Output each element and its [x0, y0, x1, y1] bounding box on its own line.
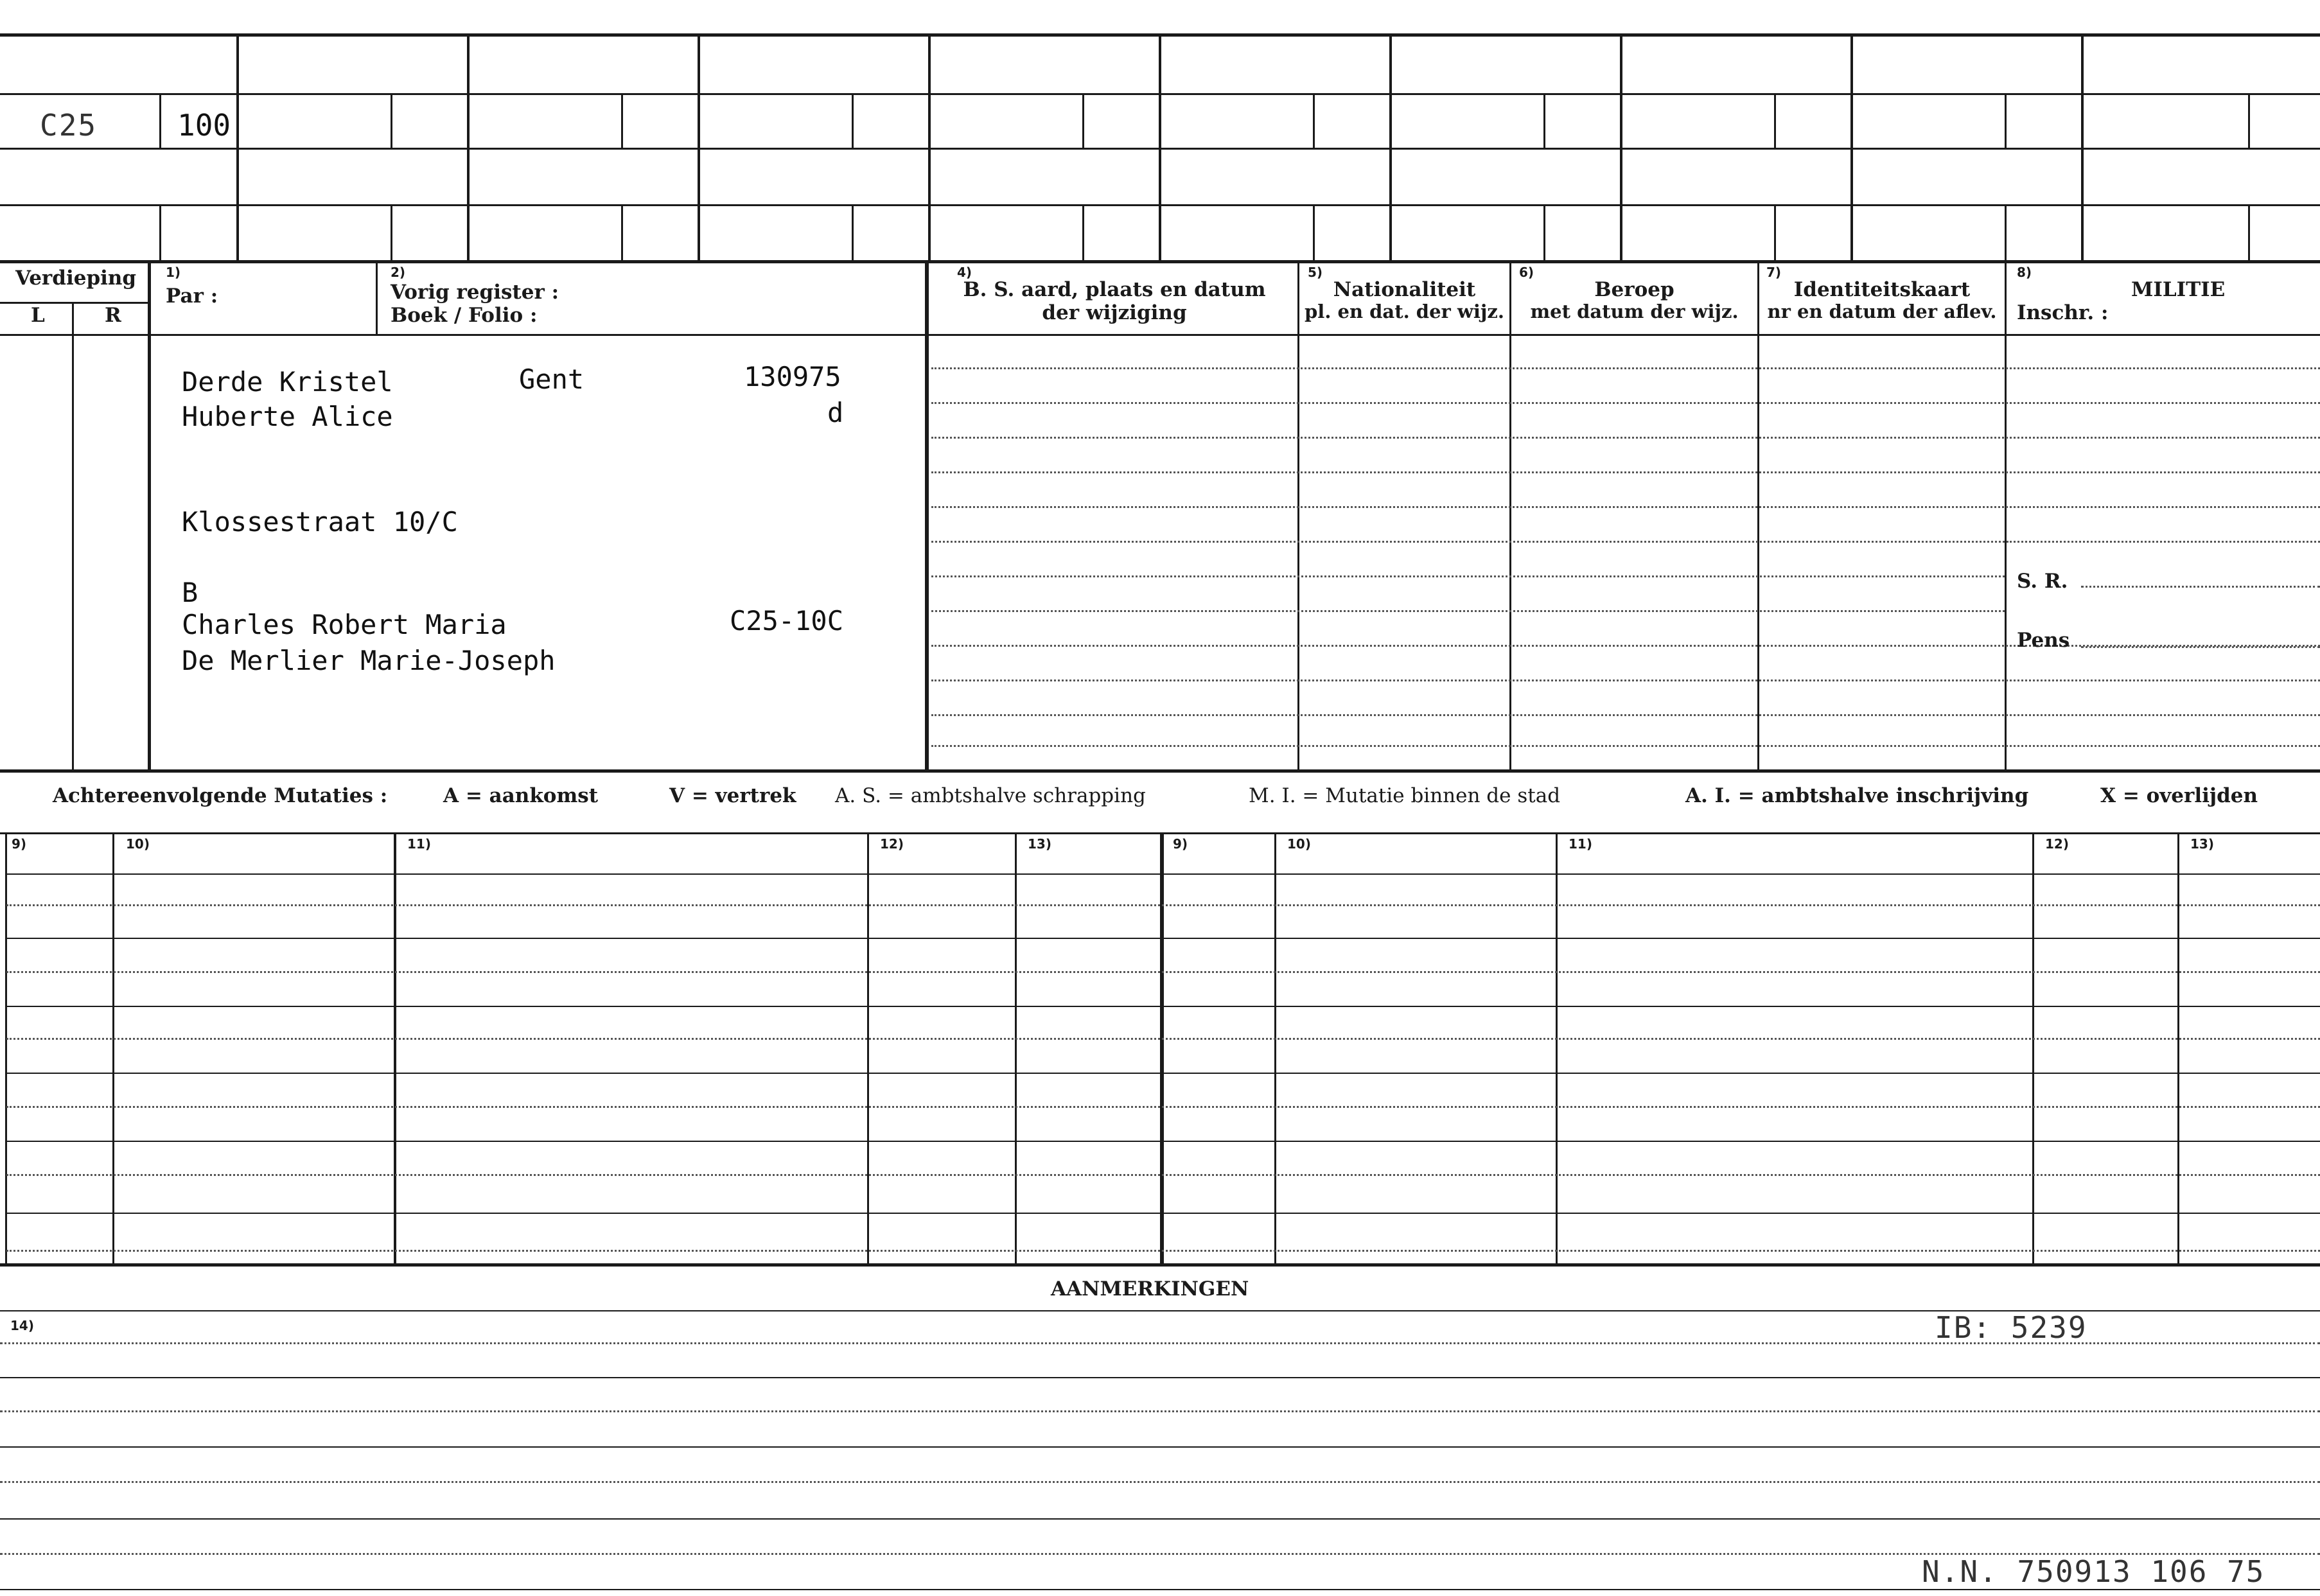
- col7-number: 7): [1766, 265, 1782, 280]
- mutation-x: X = overlijden: [2100, 784, 2258, 807]
- person-address: Klossestraat 10/C: [182, 506, 458, 538]
- person-reference: C25-10C: [730, 605, 844, 636]
- mutation-as: A. S. = ambtshalve schrapping: [835, 784, 1146, 807]
- bs-aard-label: B. S. aard, plaats en datum: [963, 278, 1266, 301]
- person-surname: Derde Kristel: [182, 366, 393, 398]
- mut-col12-left: 12): [880, 836, 904, 852]
- identiteitskaart-sub-label: nr en datum der aflev.: [1767, 301, 1997, 322]
- mut-col11-right: 11): [1569, 836, 1592, 852]
- mut-col13-right: 13): [2190, 836, 2214, 852]
- person-birthdate: 130975: [744, 361, 841, 392]
- mutation-ai: A. I. = ambtshalve inschrijving: [1685, 784, 2029, 807]
- inschr-label: Inschr. :: [2017, 301, 2109, 324]
- col6-number: 6): [1519, 265, 1534, 280]
- col4-number: 4): [957, 265, 972, 280]
- mut-col10-right: 10): [1287, 836, 1311, 852]
- mut-col9-right: 9): [1173, 836, 1188, 852]
- mutation-a: A = aankomst: [443, 784, 599, 807]
- identiteitskaart-label: Identiteitskaart: [1793, 278, 1971, 301]
- ib-number: IB: 5239: [1935, 1310, 2087, 1345]
- mut-col13-left: 13): [1028, 836, 1051, 852]
- beroep-label: Beroep: [1594, 278, 1674, 301]
- code-c25: C25: [40, 108, 98, 143]
- mutaties-title: Achtereenvolgende Mutaties :: [53, 784, 388, 807]
- col1-number: 1): [166, 265, 181, 280]
- militie-label: MILITIE: [2131, 278, 2226, 301]
- verdieping-label: Verdieping: [15, 267, 137, 290]
- person-given-names: Huberte Alice: [182, 401, 393, 432]
- person-sex: d: [827, 397, 844, 428]
- mutation-mi: M. I. = Mutatie binnen de stad: [1249, 784, 1561, 807]
- floor-left-label: L: [31, 304, 45, 327]
- boek-folio-label: Boek / Folio :: [391, 304, 538, 327]
- col5-number: 5): [1308, 265, 1323, 280]
- aanmerkingen-title: AANMERKINGEN: [1051, 1277, 1249, 1301]
- mutation-v: V = vertrek: [669, 784, 796, 807]
- mut-col11-left: 11): [407, 836, 431, 852]
- par-label: Par :: [166, 285, 218, 308]
- person-father: Charles Robert Maria: [182, 609, 507, 640]
- mut-col10-left: 10): [126, 836, 150, 852]
- vorig-register-label: Vorig register :: [391, 281, 559, 304]
- pens-label: Pens: [2017, 629, 2070, 652]
- mut-col12-right: 12): [2045, 836, 2069, 852]
- number-100: 100: [177, 108, 231, 143]
- mut-col9-left: 9): [12, 836, 27, 852]
- nationaliteit-sub-label: pl. en dat. der wijz.: [1305, 301, 1504, 322]
- wijziging-label: der wijziging: [1042, 301, 1187, 324]
- nn-number: N.N. 750913 106 75: [1922, 1554, 2265, 1589]
- person-place: Gent: [519, 364, 584, 395]
- person-b-mark: B: [182, 577, 198, 608]
- sr-label: S. R.: [2017, 570, 2068, 593]
- nationaliteit-label: Nationaliteit: [1333, 278, 1476, 301]
- col2-number: 2): [391, 265, 406, 280]
- floor-right-label: R: [105, 304, 121, 327]
- col8-number: 8): [2017, 265, 2032, 280]
- person-mother: De Merlier Marie-Joseph: [182, 645, 556, 676]
- remarks-number: 14): [10, 1318, 34, 1333]
- beroep-sub-label: met datum der wijz.: [1530, 301, 1739, 322]
